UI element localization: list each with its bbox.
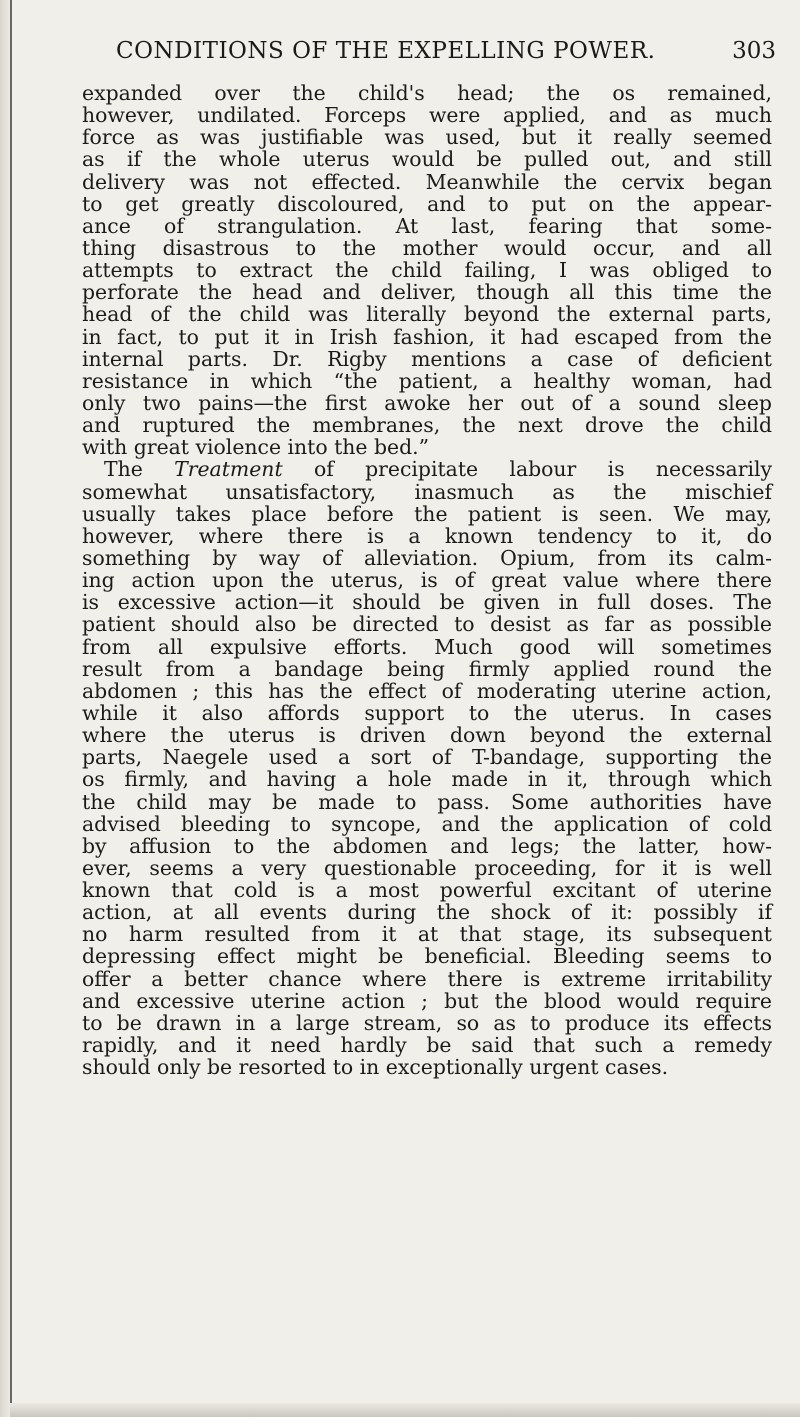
page-header — [116, 38, 776, 74]
text-line: to be drawn in a large stream, so as to produce its effects — [82, 1010, 772, 1035]
text-line: offer a better chance where there is extreme irritability — [82, 966, 772, 991]
text-line: and excessive uterine action ; but the blood would require — [82, 988, 772, 1013]
text-line: where the uterus is driven down beyond the external — [82, 723, 772, 748]
text-line: result from a bandage being firmly applied round the — [82, 656, 772, 681]
text-line: by affusion to the abdomen and legs; the latter, how- — [82, 833, 772, 858]
text-line: with great violence into the bed.” — [82, 435, 430, 460]
text-line: something by way of alleviation. Opium, from its calm- — [82, 545, 772, 570]
text-line: ing action upon the uterus, is of great value where there — [82, 568, 772, 593]
text-line: parts, Naegele used a sort of T-bandage, supporting the — [82, 745, 772, 770]
paragraph-lead-line — [82, 458, 772, 480]
text-line: delivery was not effected. Meanwhile the cervix began — [82, 169, 772, 194]
text-line: however, undilated. Forceps were applied, and as much — [82, 103, 772, 128]
text-line: os firmly, and having a hole made in it, through which — [82, 767, 772, 792]
text-line: resistance in which “the patient, a healthy woman, had — [82, 368, 772, 393]
page-bottom-edge — [10, 1403, 800, 1417]
text-line: is excessive action—it should be given in full doses. The — [82, 590, 772, 615]
text-line: thing disastrous to the mother would occur, and all — [82, 235, 772, 260]
text-line: from all expulsive efforts. Much good will sometimes — [82, 634, 772, 659]
text-line: advised bleeding to syncope, and the application of cold — [82, 811, 772, 836]
text-line: expanded over the child's head; the os remained, — [82, 81, 772, 105]
running-head: CONDITIONS OF THE EXPELLING POWER. — [116, 38, 656, 64]
text-line: only two pains—the first awoke her out of a sound sleep — [82, 390, 772, 415]
text-line: force as was justifiable was used, but it really seemed — [82, 125, 772, 150]
text-line: ance of strangulation. At last, fearing that some- — [82, 213, 772, 238]
text-line: head of the child was literally beyond the external parts, — [82, 302, 772, 327]
body-text — [82, 82, 772, 1078]
treatment-heading: Treatment — [174, 457, 283, 482]
text-line: and ruptured the membranes, the next drove the child — [82, 413, 772, 438]
text-line: should only be resorted to in exceptionally urgent cases. — [82, 1055, 669, 1080]
text-line: no harm resulted from it at that stage, its subsequent — [82, 922, 772, 947]
lead-article: The — [104, 457, 143, 482]
text-line: as if the whole uterus would be pulled out, and still — [82, 147, 772, 172]
text-line: somewhat unsatisfactory, inasmuch as the mischief — [82, 479, 772, 504]
text-line: in fact, to put it in Irish fashion, it had escaped from the — [82, 324, 772, 349]
text-line: known that cold is a most powerful excitant of uterine — [82, 878, 772, 903]
text-line: rapidly, and it need hardly be said that such a remedy — [82, 1033, 772, 1058]
text-line: perforate the head and deliver, though all this time the — [82, 280, 772, 305]
text-line: depressing effect might be beneficial. Bleeding seems to — [82, 944, 772, 969]
page-number: 303 — [732, 38, 776, 64]
text-line: abdomen ; this has the effect of moderating uterine action, — [82, 678, 772, 703]
text-line: while it also affords support to the uterus. In cases — [82, 700, 772, 725]
text-line: however, where there is a known tendency to it, do — [82, 523, 772, 548]
text-line: patient should also be directed to desist as far as possible — [82, 612, 772, 637]
text-line: attempts to extract the child failing, I was obliged to — [82, 258, 772, 283]
text-line: action, at all events during the shock of it: possibly if — [82, 900, 772, 925]
text-line-remainder: of precipitate labour is necessarily — [313, 457, 773, 482]
text-line: usually takes place before the patient is seen. We may, — [82, 501, 772, 526]
text-line: the child may be made to pass. Some authorities have — [82, 789, 772, 814]
text-line: to get greatly discoloured, and to put on the appear- — [82, 191, 772, 216]
text-line: ever, seems a very questionable proceeding, for it is well — [82, 855, 772, 880]
text-line: internal parts. Dr. Rigby mentions a case of deficient — [82, 346, 772, 371]
page-gutter-edge — [0, 0, 12, 1417]
